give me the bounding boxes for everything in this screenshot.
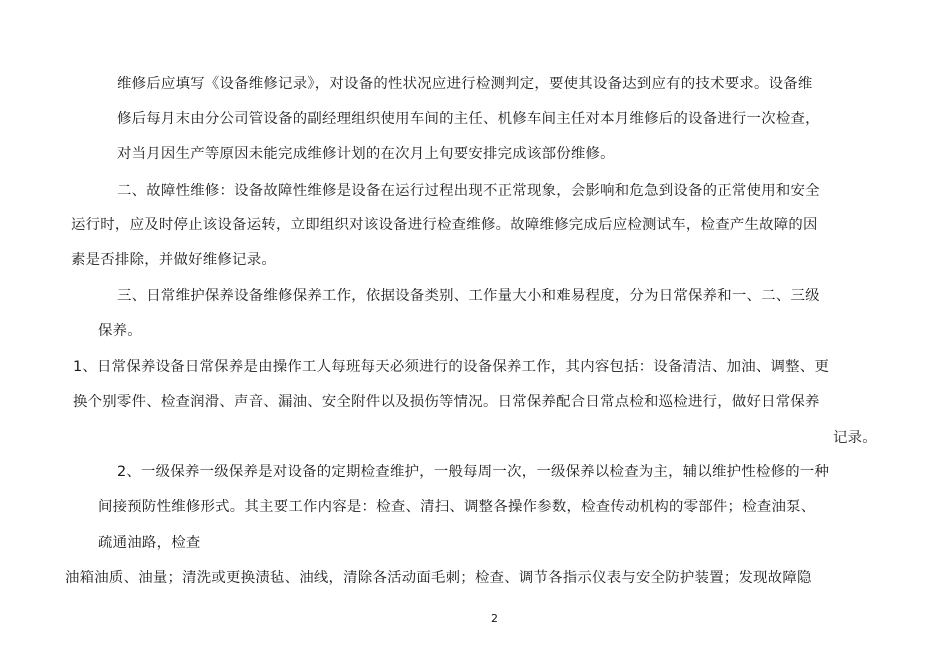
text-line: 记录。: [833, 430, 877, 446]
text-line: 运行时，应及时停止该设备运转，立即组织对该设备进行检查维修。故障维修完成后应检测试车，检查产生故障的因: [71, 217, 818, 233]
text-line: 二、故障性维修：设备故障性维修是设备在运行过程出现不正常现象，会影响和危急到设备的正常使用和安全: [117, 183, 820, 199]
text-line: 疏通油路，检查: [98, 535, 201, 551]
text-line: 2、一级保养一级保养是对设备的定期检查维护，一般每周一次，一级保养以检查为主，辅以维护性检修的一种: [117, 464, 830, 480]
text-line: 维修后应填写《设备维修记录》，对设备的性状况应进行检测判定，要使其设备达到应有的技术要求。设备维: [117, 76, 813, 92]
text-line: 间接预防性维修形式。其主要工作内容是：检查、清扫、调整各操作参数，检查传动机构的零部件；检查油泵、: [98, 499, 816, 515]
text-line: 三、日常维护保养设备维修保养工作，依据设备类别、工作量大小和难易程度，分为日常保养和一、二、三级: [117, 288, 820, 304]
page-number: 2: [491, 612, 498, 625]
text-line: 对当月因生产等原因未能完成维修计划的在次月上旬要安排完成该部份维修。: [117, 146, 615, 162]
text-line: 素是否排除，并做好维修记录。: [71, 252, 276, 268]
text-line: 油箱油质、油量；清洗或更换渍毡、油线，清除各活动面毛刺；检查、调节各指示仪表与安全防护装置；发现故障隐: [65, 570, 812, 586]
text-line: 1、日常保养设备日常保养是由操作工人每班每天必须进行的设备保养工作，其内容包括：设备清洁、加油、调整、更: [73, 359, 830, 375]
text-line: 修后每月末由分公司管设备的副经理组织使用车间的主任、机修车间主任对本月维修后的设备进行一次检查，: [117, 111, 820, 127]
text-line: 换个别零件、检查润滑、声音、漏油、安全附件以及损伤等情况。日常保养配合日常点检和巡检进行，做好日常保养: [73, 394, 820, 410]
text-line: 保养。: [98, 323, 142, 339]
